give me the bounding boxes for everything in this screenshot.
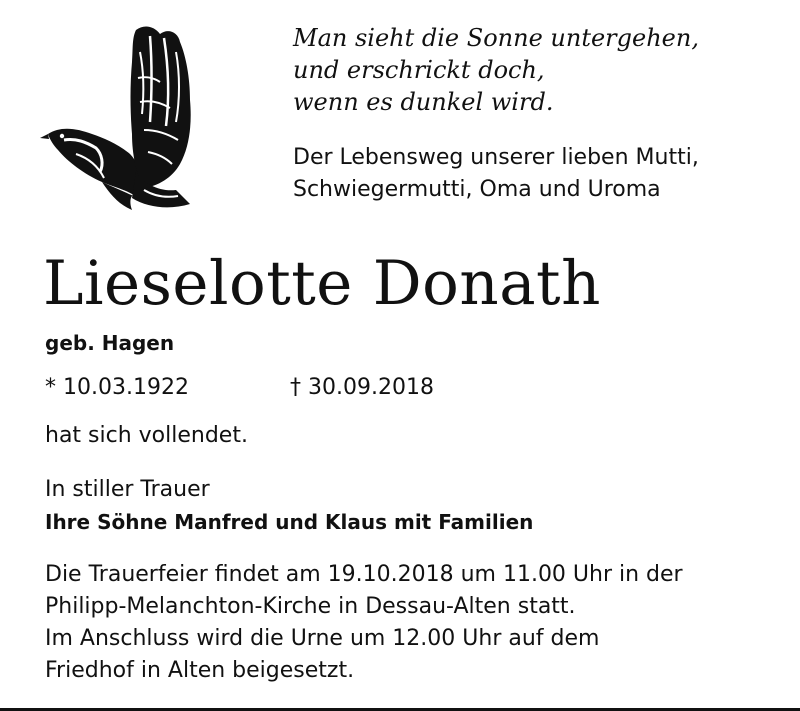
- service-line: Die Trauerfeier findet am 19.10.2018 um 11.00 Uhr in der: [45, 562, 683, 587]
- intro-text: [293, 142, 699, 206]
- mourners-names: Ihre Söhne Manfred und Klaus mit Familien: [45, 510, 534, 534]
- funeral-service-details: [45, 559, 683, 687]
- poem-line: und erschrickt doch,: [293, 56, 545, 84]
- mourning-label: In stiller Trauer: [45, 477, 210, 502]
- death-date: † 30.09.2018: [290, 375, 434, 400]
- poem-line: Man sieht die Sonne untergehen,: [293, 24, 699, 52]
- praying-hands-with-dove-icon: [40, 22, 210, 212]
- intro-line: Der Lebensweg unserer lieben Mutti,: [293, 145, 699, 170]
- service-line: Friedhof in Alten beigesetzt.: [45, 658, 355, 683]
- completed-text: hat sich vollendet.: [45, 423, 248, 448]
- service-line: Philipp-Melanchton-Kirche in Dessau-Alten statt.: [45, 594, 576, 619]
- birth-date: * 10.03.1922: [45, 375, 189, 400]
- poem-line: wenn es dunkel wird.: [293, 88, 554, 116]
- intro-line: Schwiegermutti, Oma und Uroma: [293, 177, 661, 202]
- service-line: Im Anschluss wird die Urne um 12.00 Uhr auf dem: [45, 626, 600, 651]
- poem-verse: [293, 22, 699, 118]
- deceased-name: Lieselotte Donath: [43, 248, 601, 319]
- maiden-name: geb. Hagen: [45, 331, 175, 355]
